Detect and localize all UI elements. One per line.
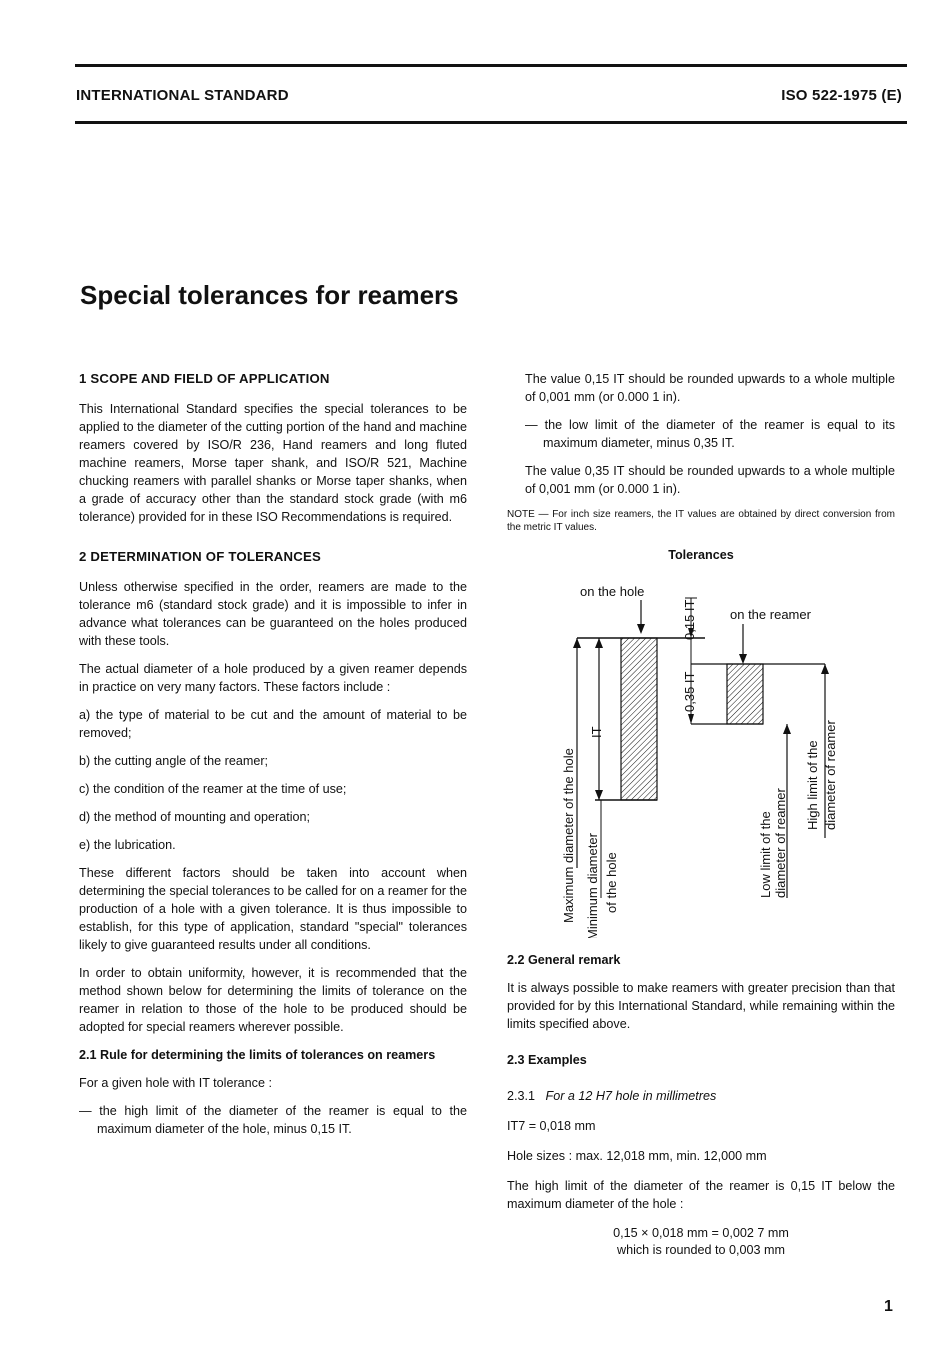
rule-low-limit-rounding: The value 0,35 IT should be rounded upwards to a whole multiple of 0,001 mm (or 0.000 1 in).	[525, 464, 895, 496]
section-2-1-intro: For a given hole with IT tolerance :	[79, 1076, 272, 1090]
diagram-title: Tolerances	[668, 548, 734, 562]
hole-sizes: Hole sizes : max. 12,018 mm, min. 12,000 mm	[507, 1149, 767, 1163]
reamer-arrow-head	[739, 654, 747, 664]
hole-arrow-head	[637, 624, 645, 634]
label-low-limit-1: Low limit of the	[758, 811, 773, 898]
section-1-heading: 1 SCOPE AND FIELD OF APPLICATION	[79, 371, 330, 386]
max-diameter-arrow	[573, 638, 581, 648]
section-2-paragraph-3: These different factors should be taken into account when determining the special tolerances to be called for on a reamer for the production of a hole with a given tolerance. It is thus impossible to establish, for this type of application, standard "special" tolerances likely to give guaranteed results under all conditions.	[79, 866, 467, 952]
section-2-2-paragraph: It is always possible to make reamers with greater precision than that provided for by this International Standard, while remaining within the limits specified above.	[507, 981, 895, 1031]
left-column	[79, 370, 467, 1148]
it7-value: IT7 = 0,018 mm	[507, 1119, 596, 1133]
dim-035-arrow	[688, 714, 694, 724]
equation-line-2: which is rounded to 0,003 mm	[616, 1243, 785, 1257]
section-2-3-1-heading	[507, 1087, 895, 1105]
tolerance-diagram-svg	[495, 568, 895, 938]
factor-a: a) the type of material to be cut and the amount of material to be removed;	[79, 708, 467, 740]
equation-line-1: 0,15 × 0,018 mm = 0,002 7 mm	[613, 1226, 789, 1240]
section-2-heading: 2 DETERMINATION OF TOLERANCES	[79, 549, 321, 564]
low-limit-arrow	[783, 724, 791, 734]
section-2-3-1-number: 2.3.1	[507, 1089, 536, 1103]
high-limit-example: The high limit of the diameter of the reamer is 0,15 IT below the maximum diameter of the hole :	[507, 1179, 895, 1211]
it-arrow-bottom	[595, 790, 603, 800]
reamer-tolerance-zone	[727, 664, 763, 724]
rule-high-limit-rounding: The value 0,15 IT should be rounded upwards to a whole multiple of 0,001 mm (or 0.000 1 in).	[525, 372, 895, 404]
label-high-limit-2: diameter of reamer	[823, 720, 838, 830]
label-it: IT	[589, 726, 604, 738]
label-max-diameter-hole: Maximum diameter of the hole	[561, 748, 576, 923]
section-2-3-heading: 2.3 Examples	[507, 1053, 587, 1067]
factor-e: e) the lubrication.	[79, 838, 176, 852]
label-035-it: 0,35 IT	[682, 671, 697, 712]
tolerance-diagram	[495, 568, 895, 943]
section-2-1-heading: 2.1 Rule for determining the limits of tolerances on reamers	[79, 1048, 436, 1062]
high-limit-arrow	[821, 664, 829, 674]
label-on-the-hole: on the hole	[580, 584, 645, 599]
label-min-diameter-2: of the hole	[604, 852, 619, 913]
factor-d: d) the method of mounting and operation;	[79, 810, 311, 824]
page-title: Special tolerances for reamers	[80, 280, 459, 310]
rule-high-limit: — the high limit of the diameter of the reamer is equal to the maximum diameter of the hole, minus 0,15 IT.	[79, 1104, 467, 1136]
label-min-diameter-1: Minimum diameter	[585, 833, 600, 938]
section-2-paragraph-2: The actual diameter of a hole produced by a given reamer depends in practice on very many factors. These factors include :	[79, 662, 467, 694]
label-015-it: 0,15 IT	[682, 599, 697, 640]
label-low-limit-2: diameter of reamer	[773, 788, 788, 898]
rule-low-limit: — the low limit of the diameter of the reamer is equal to its maximum diameter, minus 0,35 IT.	[525, 418, 895, 450]
it-arrow-top	[595, 638, 603, 648]
factor-c: c) the condition of the reamer at the time of use;	[79, 782, 347, 796]
section-2-2-heading: 2.2 General remark	[507, 953, 621, 967]
hole-tolerance-zone	[621, 638, 657, 800]
header-bottom-rule	[75, 121, 907, 124]
factor-b: b) the cutting angle of the reamer;	[79, 754, 269, 768]
inch-note: NOTE — For inch size reamers, the IT values are obtained by direct conversion from the metric IT values.	[507, 509, 895, 533]
section-2-paragraph-1: Unless otherwise specified in the order, reamers are made to the tolerance m6 (standard stock grade) and it is impossible to infer in advance what tolerances can be guaranteed on the holes produced with these tools.	[79, 580, 467, 648]
header-top-rule	[75, 64, 907, 67]
page-number: 1	[884, 1298, 893, 1315]
header-left: INTERNATIONAL STANDARD	[76, 87, 289, 104]
section-1-paragraph: This International Standard specifies the special tolerances to be applied to the diameter of the cutting portion of the hand and machine reamers covered by ISO/R 236, Hand reamers and long fluted machine reamers, Morse taper shank, and ISO/R 521, Machine chucking reamers with parallel shanks or Morse taper shanks, when a grade of accuracy other than the standard stock grade (with m6 tolerance) provided for in these ISO Recommendations is required.	[79, 402, 467, 524]
right-column	[507, 370, 895, 1259]
header-right: ISO 522-1975 (E)	[781, 87, 902, 104]
section-2-3-1-title: For a 12 H7 hole in millimetres	[545, 1089, 717, 1103]
label-on-the-reamer: on the reamer	[730, 607, 811, 622]
label-high-limit-1: High limit of the	[805, 740, 820, 830]
section-2-paragraph-4: In order to obtain uniformity, however, it is recommended that the method shown below for determining the limits of tolerance on the reamer in relation to those of the hole to be produced should be adopted for special reamers wherever possible.	[79, 966, 467, 1034]
